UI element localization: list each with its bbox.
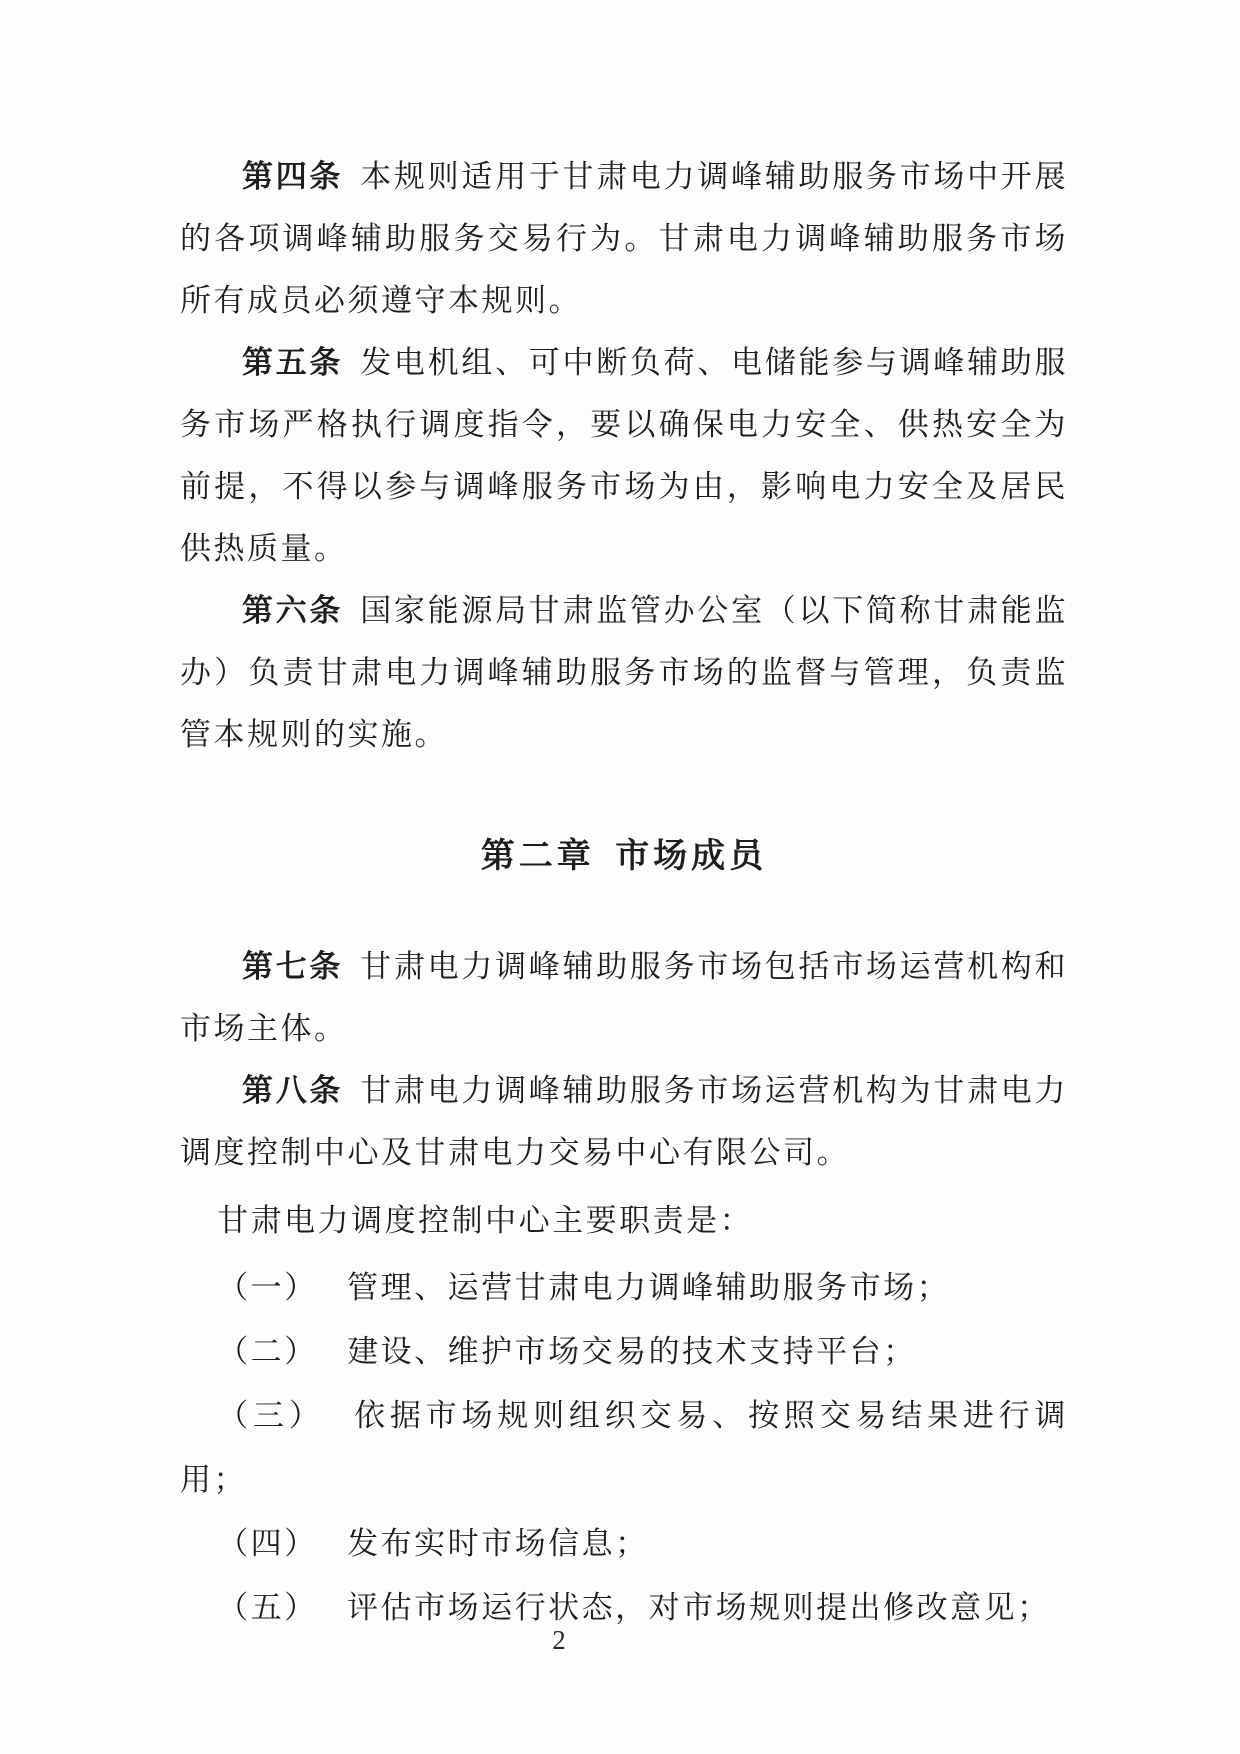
duty-item-3-text: 依据市场规则组织交易、按照交易结果进行调用； [180, 1398, 1068, 1497]
article-4-text: 本规则适用于甘肃电力调峰辅助服务市场中开展的各项调峰辅助服务交易行为。甘肃电力调峰辅助服务市场所有成员必须遵守本规则。 [180, 159, 1069, 318]
article-7-text: 甘肃电力调峰辅助服务市场包括市场运营机构和市场主体。 [180, 949, 1069, 1046]
duties-list [180, 1256, 1068, 1640]
article-7-label: 第七条 [242, 949, 344, 984]
duty-item-3-number: （三） [217, 1398, 325, 1433]
duty-item-2 [180, 1320, 1068, 1384]
article-4-paragraph [180, 146, 1068, 332]
duty-item-5-text: 评估市场运行状态，对市场规则提出修改意见； [347, 1590, 1051, 1625]
duty-item-4-number: （四） [217, 1526, 318, 1561]
chapter-title: 市场成员 [615, 837, 768, 875]
duty-item-4-text: 发布实时市场信息； [347, 1526, 649, 1561]
duty-item-1-text: 管理、运营甘肃电力调峰辅助服务市场； [347, 1270, 951, 1305]
article-6-label: 第六条 [242, 593, 344, 628]
duty-item-5-number: （五） [217, 1590, 318, 1625]
article-4-label: 第四条 [242, 159, 344, 194]
article-8-label: 第八条 [242, 1073, 344, 1108]
article-8-text: 甘肃电力调峰辅助服务市场运营机构为甘肃电力调度控制中心及甘肃电力交易中心有限公司。 [180, 1073, 1069, 1170]
document-body [180, 146, 1068, 1640]
article-6-paragraph [180, 580, 1068, 766]
duty-item-4 [180, 1512, 1068, 1576]
article-6-text: 国家能源局甘肃监管办公室（以下简称甘肃能监办）负责甘肃电力调峰辅助服务市场的监督与管理，负责监管本规则的实施。 [180, 593, 1069, 752]
duty-item-3 [180, 1384, 1068, 1512]
article-5-label: 第五条 [242, 345, 344, 380]
duties-intro: 甘肃电力调度控制中心主要职责是： [217, 1203, 754, 1238]
duty-item-2-number: （二） [217, 1334, 318, 1369]
duty-item-1 [180, 1256, 1068, 1320]
chapter-number: 第二章 [480, 837, 595, 875]
duty-item-1-number: （一） [217, 1270, 318, 1305]
article-5-paragraph [180, 332, 1068, 580]
duty-item-2-text: 建设、维护市场交易的技术支持平台； [347, 1334, 917, 1369]
article-5-text: 发电机组、可中断负荷、电储能参与调峰辅助服务市场严格执行调度指令，要以确保电力安全、供热安全为前提，不得以参与调峰服务市场为由，影响电力安全及居民供热质量。 [180, 345, 1069, 566]
page-number: 2 [552, 1625, 566, 1655]
article-8-paragraph [180, 1060, 1068, 1184]
chapter-heading [180, 824, 1068, 888]
article-7-paragraph [180, 936, 1068, 1060]
